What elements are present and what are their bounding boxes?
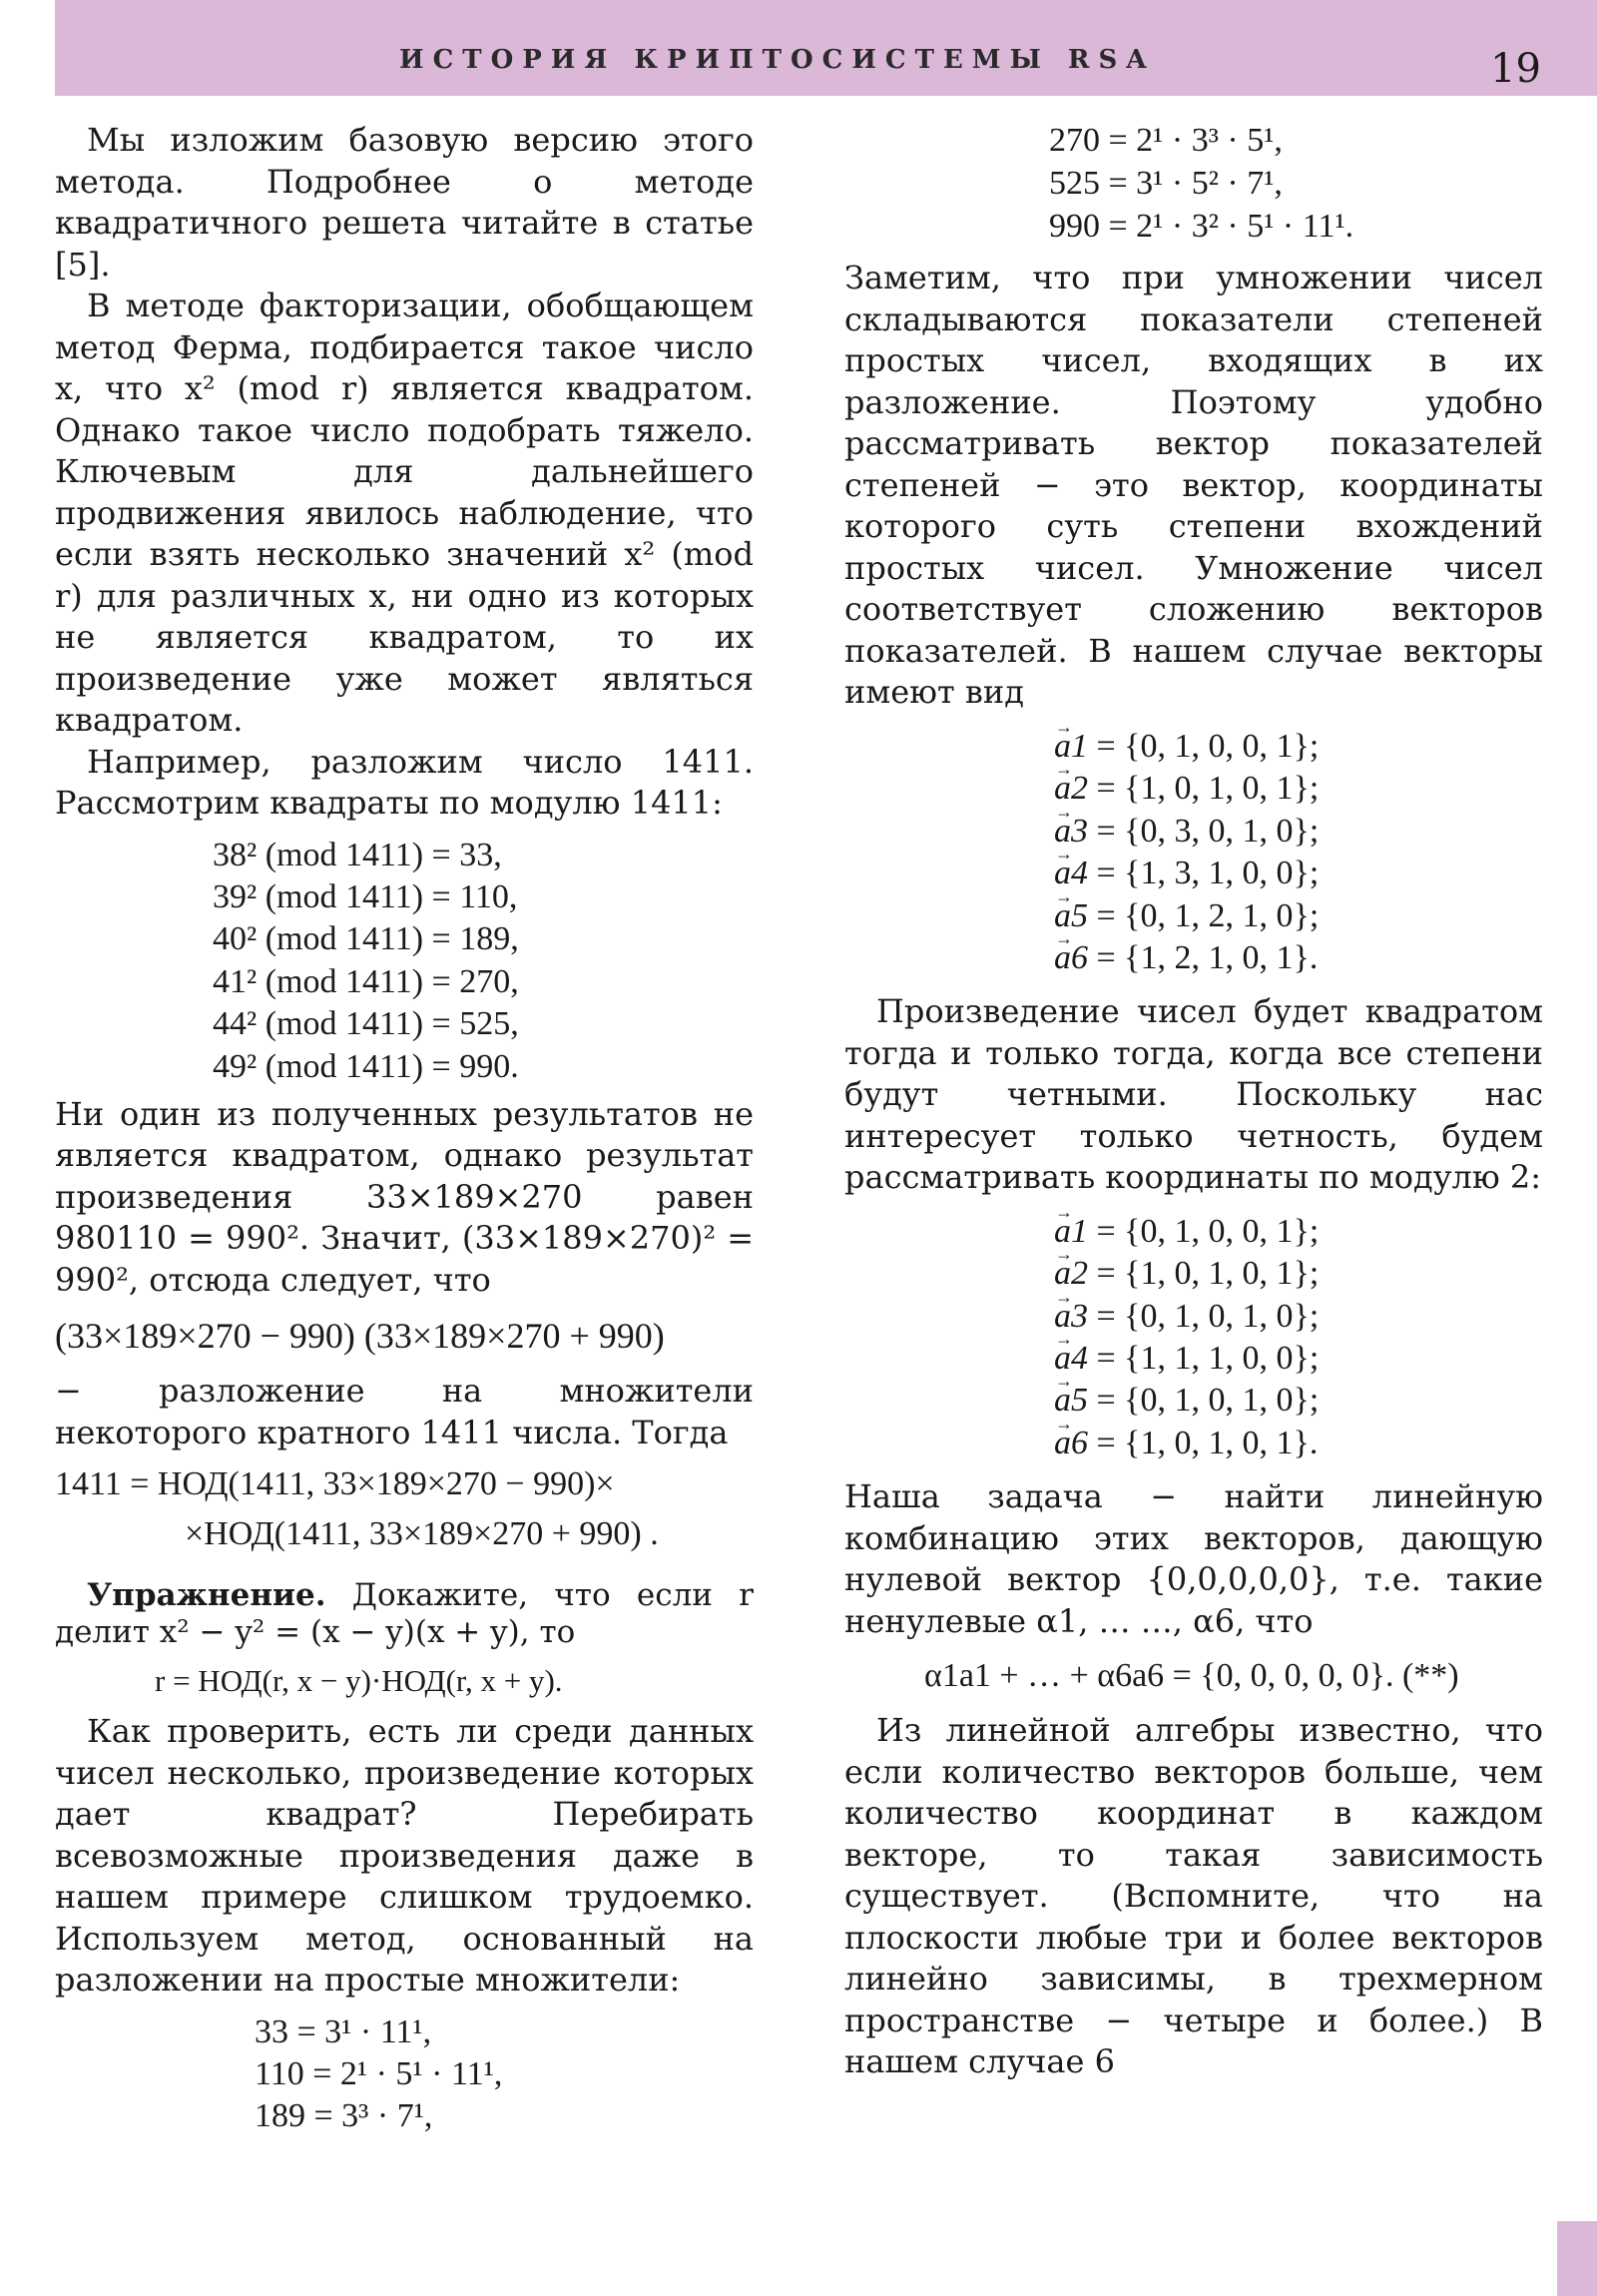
running-header — [55, 0, 1597, 96]
equation: 1411 = НОД(1411, 33×189×270 − 990)× — [55, 1465, 615, 1503]
combo-equation — [924, 1648, 1543, 1704]
vector-row — [1054, 937, 1543, 979]
vector-row — [1054, 811, 1543, 853]
vector-row — [1054, 853, 1543, 894]
vector-name: → a2 — [1054, 768, 1088, 810]
vector-value: = {0, 1, 0, 0, 1}; — [1096, 1212, 1320, 1250]
equation: 38² (mod 1411) = 33, — [213, 836, 502, 873]
vector-value: = {0, 1, 0, 0, 1}; — [1096, 727, 1320, 765]
vector-name: → a1 — [1054, 726, 1088, 768]
paragraph: Из линейной алгебры известно, что если количество векторов больше, чем количество координат в каждом векторе, то такая зависимость существует. (Вспомните, что на плоскости любые три и более векторов линейно зависимы, в трехмерном пространстве − четыре и более.) В нашем случае 6 — [844, 1711, 1543, 2081]
vector-row — [1054, 1211, 1543, 1253]
exercise-text: Докажите, что если r делит x² − y² = (x − y)(x + y), то — [55, 1577, 754, 1651]
paragraph: В методе факторизации, обобщающем метод Ферма, подбирается такое число x, что x² (mod r) является квадратом. Однако такое число подобрать тяжело. Ключевым для дальнейшего продвижения явилось наблюдение, что если взять несколько значений x² (mod r) для различных x, ни одно из которых не является квадратом, то их произведение уже может являться квадратом. — [55, 287, 754, 739]
vector-value: = {0, 1, 0, 1, 0}; — [1096, 1297, 1320, 1335]
vector-value: = {1, 2, 1, 0, 1}. — [1096, 938, 1319, 976]
paragraph: Мы изложим базовую версию этого метода. Подробнее о методе квадратичного решета читайте в статье [5]. — [55, 121, 754, 284]
paragraph: Наша задача − найти линейную комбинацию этих векторов, дающую нулевой вектор {0,0,0,0,0}, т.е. такие ненулевые α1, … …, α6, что — [844, 1477, 1543, 1640]
page-corner-tab — [1557, 2221, 1597, 2296]
vector-row — [1054, 895, 1543, 937]
equation: 990 = 2¹ · 3² · 5¹ · 11¹. — [1049, 207, 1354, 245]
vector-name: → a3 — [1054, 811, 1088, 853]
equation: r = НОД(r, x − y)·НОД(r, x + y). — [155, 1663, 563, 1699]
vector-row — [1054, 1423, 1543, 1464]
equation: 44² (mod 1411) = 525, — [213, 1005, 519, 1043]
vector-row — [1054, 1253, 1543, 1295]
running-title: ИСТОРИЯ КРИПТОСИСТЕМЫ RSA — [399, 45, 1156, 75]
paragraph: Заметим, что при умножении чисел складываются показатели степеней простых чисел, входящих в их разложение. Поэтому удобно рассматривать вектор показателей степеней − это вектор, координаты которого суть степени вхождений простых чисел. Умножение чисел соответствует сложению векторов показателей. В нашем случае векторы имеют вид — [844, 259, 1543, 712]
paragraph: Как проверить, есть ли среди данных чисел несколько, произведение которых дает квадрат? Перебирать всевозможные произведения даже в нашем примере слишком трудоемко. Используем метод, основанный на разложении на простые множители: — [55, 1712, 754, 2000]
vector-row — [1054, 1338, 1543, 1380]
vector-name: → a3 — [1054, 1296, 1088, 1338]
paragraph: − разложение на множители некоторого кратного 1411 числа. Тогда — [55, 1372, 754, 1451]
equation: (33×189×270 − 990) (33×189×270 + 990) — [55, 1316, 665, 1357]
equation-block — [155, 1657, 754, 1705]
vector-row — [1054, 726, 1543, 768]
gcd-equation — [55, 1459, 754, 1559]
vector-value: = {0, 1, 0, 1, 0}; — [1096, 1382, 1320, 1420]
paragraph: Произведение чисел будет квадратом тогда и только тогда, когда все степени будут четными. Поскольку нас интересует только четность, будем рассматривать координаты по модулю 2: — [844, 992, 1543, 1197]
vector-name: → a6 — [1054, 937, 1088, 979]
vector-value: = {1, 1, 1, 0, 0}; — [1096, 1340, 1320, 1378]
equation: 270 = 2¹ · 3³ · 5¹, — [1049, 122, 1283, 159]
paragraph: Ни один из полученных результатов не является квадратом, однако результат произведения 33×189×270 равен 980110 = 990². Значит, (33×189×270)² = 990², отсюда следует, что — [55, 1094, 754, 1299]
equation: ×НОД(1411, 33×189×270 + 990) . — [185, 1515, 659, 1553]
equation: 39² (mod 1411) = 110, — [213, 877, 518, 915]
vector-name: → a5 — [1054, 895, 1088, 937]
vector-value: = {1, 3, 1, 0, 0}; — [1096, 855, 1320, 892]
vector-row — [1054, 1380, 1543, 1422]
equation: 41² (mod 1411) = 270, — [213, 962, 519, 1000]
paragraph: Например, разложим число 1411. Рассмотрим квадраты по модулю 1411: — [55, 742, 754, 822]
vector-name: → a5 — [1054, 1380, 1088, 1422]
vector-value: = {0, 3, 0, 1, 0}; — [1096, 812, 1320, 850]
vector-row — [1054, 768, 1543, 810]
factor-list — [1049, 120, 1543, 248]
vector-name: → a4 — [1054, 853, 1088, 894]
squares-list — [213, 835, 754, 1088]
vector-list — [1054, 726, 1543, 979]
vector-value: = {1, 0, 1, 0, 1}; — [1096, 770, 1320, 808]
equation: 189 = 3³ · 7¹, — [255, 2096, 433, 2134]
vector-name: → a1 — [1054, 1211, 1088, 1253]
exercise — [55, 1577, 754, 1651]
vector-name: → a4 — [1054, 1338, 1088, 1380]
left-column — [55, 120, 754, 2143]
vector-list-mod2 — [1054, 1211, 1543, 1464]
factor-list — [255, 2011, 754, 2137]
equation: α1a1 + … + α6a6 = {0, 0, 0, 0, 0}. (**) — [924, 1657, 1459, 1695]
vector-name: → a2 — [1054, 1253, 1088, 1295]
exercise-label: Упражнение. — [87, 1577, 326, 1614]
vector-value: = {0, 1, 2, 1, 0}; — [1096, 896, 1320, 934]
equation: 40² (mod 1411) = 189, — [213, 920, 519, 958]
equation: 33 = 3¹ · 11¹, — [255, 2012, 432, 2050]
equation: 110 = 2¹ · 5¹ · 11¹, — [255, 2054, 503, 2092]
vector-value: = {1, 0, 1, 0, 1}; — [1096, 1255, 1320, 1293]
equation: 525 = 3¹ · 5² · 7¹, — [1049, 164, 1283, 202]
equation-block — [55, 1307, 754, 1365]
vector-row — [1054, 1296, 1543, 1338]
page-number: 19 — [1490, 46, 1541, 92]
equation: 49² (mod 1411) = 990. — [213, 1047, 519, 1085]
vector-name: → a6 — [1054, 1423, 1088, 1464]
right-column — [844, 120, 1543, 2083]
vector-value: = {1, 0, 1, 0, 1}. — [1096, 1424, 1319, 1461]
